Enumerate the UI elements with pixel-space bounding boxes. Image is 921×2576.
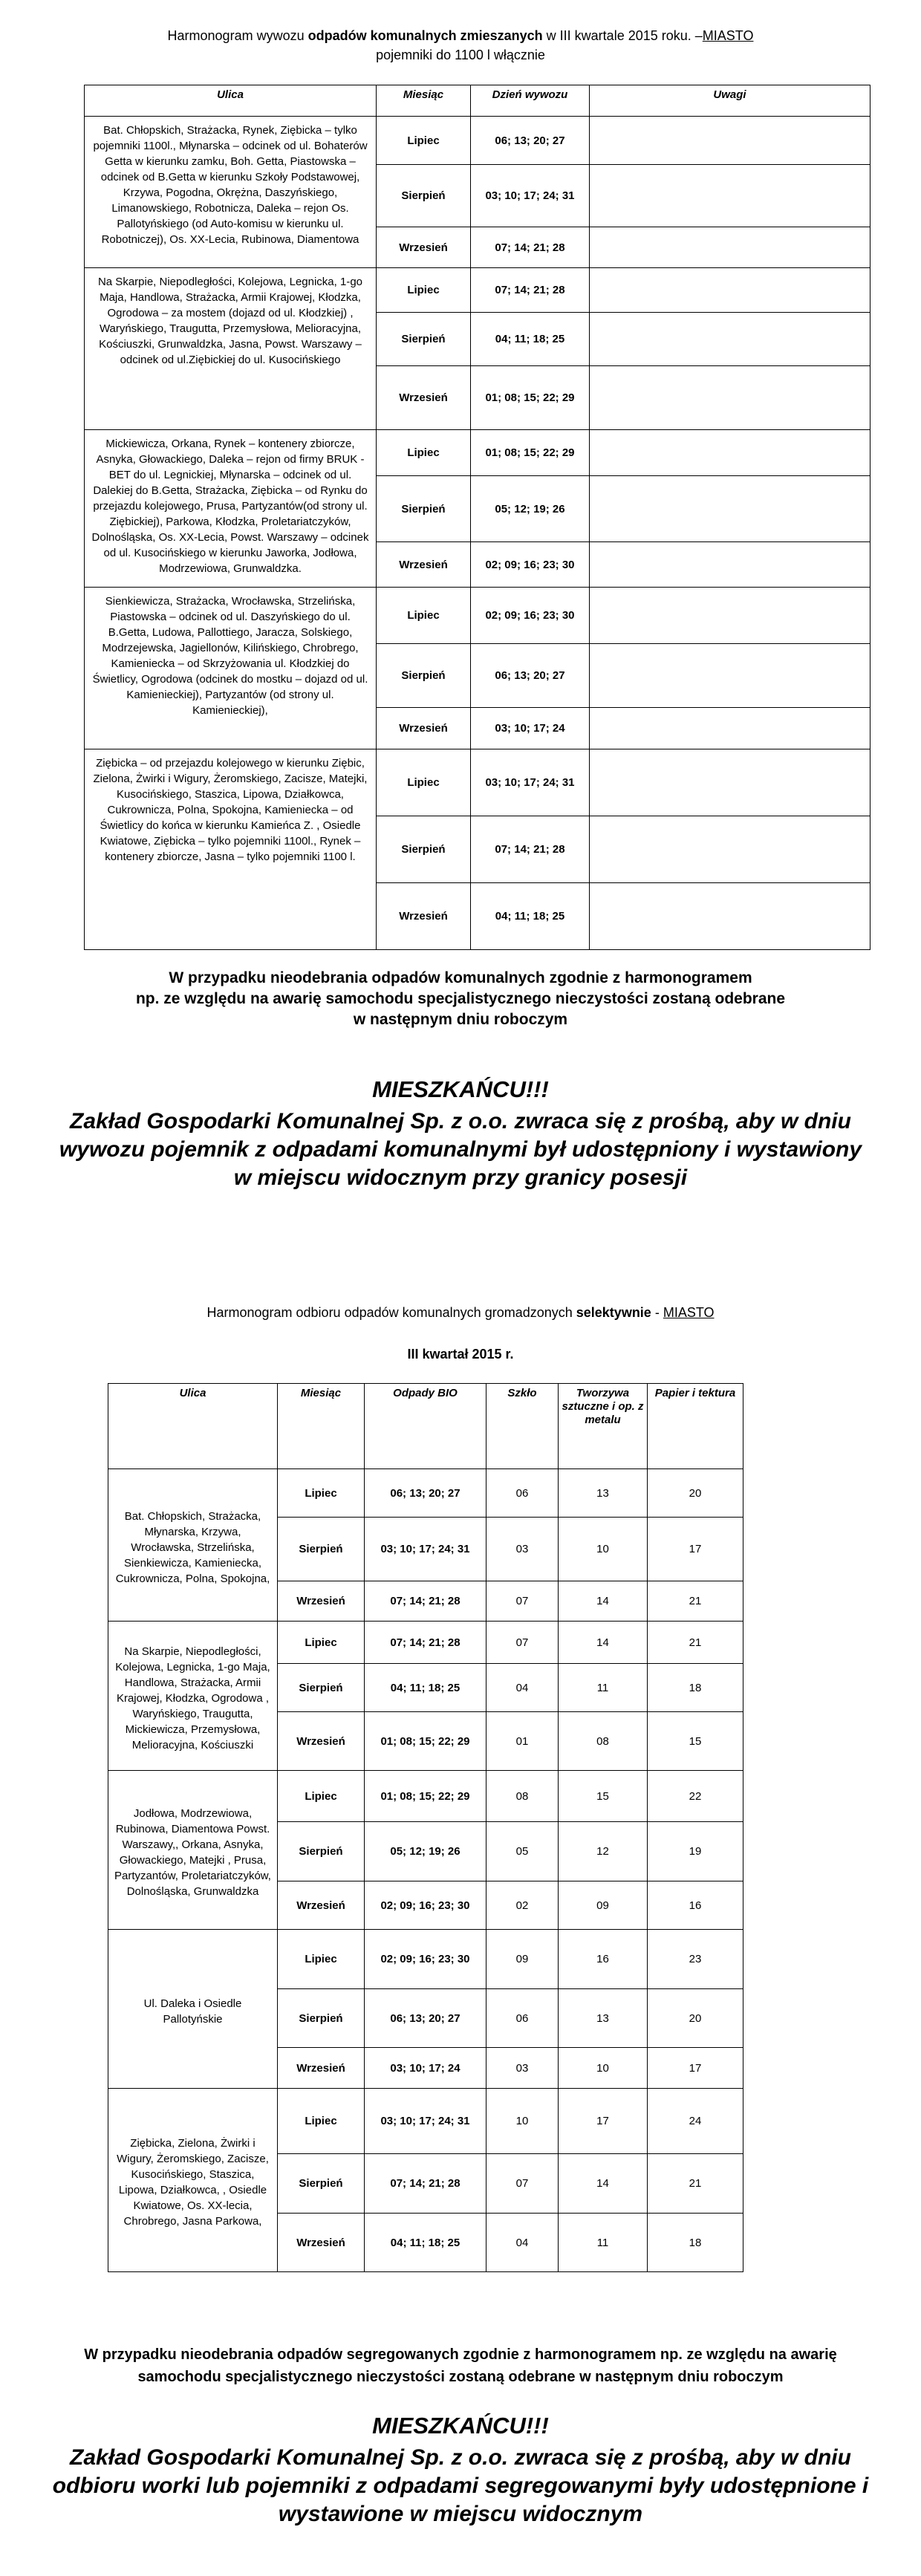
section1-notice	[0, 968, 921, 1030]
plastic-day-cell: 09	[559, 1881, 648, 1930]
plastic-day-cell: 11	[559, 2214, 648, 2272]
plastic-day-cell: 10	[559, 2048, 648, 2089]
header-plastic: Tworzywa sztuczne i op. z metalu	[559, 1384, 648, 1469]
table-row	[85, 588, 870, 644]
month-cell: Wrzesień	[377, 227, 471, 268]
section2-title	[0, 1304, 921, 1321]
paper-day-cell: 24	[648, 2089, 743, 2154]
month-cell: Lipiec	[377, 588, 471, 644]
paper-day-cell: 22	[648, 1771, 743, 1822]
month-cell: Wrzesień	[278, 2048, 365, 2089]
section1-appeal-heading: MIESZKAŃCU!!!	[372, 1076, 549, 1102]
days-cell: 03; 10; 17; 24	[471, 708, 590, 749]
paper-day-cell: 18	[648, 2214, 743, 2272]
notice-line: w następnym dniu roboczym	[353, 1011, 568, 1028]
header-street: Ulica	[85, 85, 377, 117]
bio-days-cell: 04; 11; 18; 25	[365, 1664, 486, 1712]
header-notes: Uwagi	[590, 85, 870, 117]
glass-day-cell: 07	[486, 1622, 559, 1664]
glass-day-cell: 10	[486, 2089, 559, 2154]
header-month: Miesiąc	[278, 1384, 365, 1469]
glass-day-cell: 04	[486, 2214, 559, 2272]
notes-cell	[590, 268, 870, 313]
days-cell: 03; 10; 17; 24; 31	[471, 165, 590, 227]
bio-days-cell: 07; 14; 21; 28	[365, 2154, 486, 2214]
appeal-line: Zakład Gospodarki Komunalnej Sp. z o.o. zwraca się z prośbą, aby w dniu	[70, 1109, 851, 1133]
plastic-day-cell: 14	[559, 2154, 648, 2214]
month-cell: Wrzesień	[278, 1712, 365, 1771]
appeal-line: odbioru worki lub pojemniki z odpadami segregowanymi były udostępnione i	[52, 2473, 869, 2498]
street-list-cell: Jodłowa, Modrzewiowa, Rubinowa, Diamentowa Powst. Warszawy,, Orkana, Asnyka, Głowackiego, Matejki , Prusa, Partyzantów, Proletariatczyków, Dolnośląska, Grunwaldzka	[108, 1771, 278, 1930]
street-list-cell: Mickiewicza, Orkana, Rynek – kontenery zbiorcze, Asnyka, Głowackiego, Daleka – rejon od firmy BRUK - BET do ul. Legnickiej, Młynarska – odcinek od ul. Dalekiej do B.Getta, Strażacka, Ziębicka – od Rynku do przejazdu kolejowego, Prusa, Partyzantów(od strony ul. Ziębickiej), Parkowa, Kłodzka, Proletariatczyków, Dolnośląska, Os. XX-Lecia, Powst. Warszawy – odcinek od ul. Kusocińskiego w kierunku Jaworka, Jodłowa, Modrzewiowa, Grunwaldzka.	[85, 430, 377, 588]
street-list-cell: Bat. Chłopskich, Strażacka, Młynarska, Krzywa, Wrocławska, Strzelińska, Sienkiewicza, Kamieniecka, Cukrownicza, Polna, Spokojna,	[108, 1469, 278, 1622]
days-cell: 02; 09; 16; 23; 30	[471, 542, 590, 588]
header-glass: Szkło	[486, 1384, 559, 1469]
notes-cell	[590, 708, 870, 749]
days-cell: 01; 08; 15; 22; 29	[471, 366, 590, 430]
street-list-cell: Ul. Daleka i Osiedle Pallotyńskie	[108, 1930, 278, 2089]
glass-day-cell: 03	[486, 2048, 559, 2089]
glass-day-cell: 06	[486, 1989, 559, 2048]
notice-line: samochodu specjalistycznego nieczystości zostaną odebrane w następnym dniu roboczym	[137, 2369, 784, 2385]
plastic-day-cell: 12	[559, 1822, 648, 1881]
paper-day-cell: 15	[648, 1712, 743, 1771]
month-cell: Lipiec	[278, 2089, 365, 2154]
title-city-text: MIASTO	[702, 28, 754, 43]
appeal-line: w miejscu widocznym przy granicy posesji	[233, 1165, 688, 1190]
glass-day-cell: 03	[486, 1518, 559, 1581]
table-row	[108, 2089, 743, 2154]
month-cell: Lipiec	[377, 430, 471, 476]
bio-days-cell: 02; 09; 16; 23; 30	[365, 1881, 486, 1930]
title-text: Harmonogram odbioru odpadów komunalnych gromadzonych	[206, 1305, 576, 1320]
month-cell: Sierpień	[278, 1664, 365, 1712]
month-cell: Lipiec	[377, 749, 471, 816]
section1-appeal	[0, 1108, 921, 1192]
month-cell: Sierpień	[377, 644, 471, 708]
bio-days-cell: 01; 08; 15; 22; 29	[365, 1771, 486, 1822]
table-row	[85, 268, 870, 313]
table-row	[108, 1622, 743, 1664]
bio-days-cell: 07; 14; 21; 28	[365, 1581, 486, 1622]
header-bio: Odpady BIO	[365, 1384, 486, 1469]
header-street: Ulica	[108, 1384, 278, 1469]
month-cell: Sierpień	[377, 816, 471, 883]
glass-day-cell: 07	[486, 1581, 559, 1622]
title-mid-text: w III kwartale 2015 roku. –	[542, 28, 703, 43]
paper-day-cell: 23	[648, 1930, 743, 1989]
table-row	[85, 749, 870, 816]
section1-title	[0, 27, 921, 45]
notes-cell	[590, 883, 870, 950]
month-cell: Wrzesień	[278, 1581, 365, 1622]
bio-days-cell: 07; 14; 21; 28	[365, 1622, 486, 1664]
plastic-day-cell: 14	[559, 1581, 648, 1622]
bio-days-cell: 02; 09; 16; 23; 30	[365, 1930, 486, 1989]
plastic-day-cell: 17	[559, 2089, 648, 2154]
bio-days-cell: 05; 12; 19; 26	[365, 1822, 486, 1881]
plastic-day-cell: 10	[559, 1518, 648, 1581]
table-row	[85, 117, 870, 165]
appeal-line: wystawione w miejscu widocznym	[278, 2502, 643, 2526]
days-cell: 07; 14; 21; 28	[471, 268, 590, 313]
table-row	[108, 1469, 743, 1518]
month-cell: Wrzesień	[377, 366, 471, 430]
plastic-day-cell: 13	[559, 1469, 648, 1518]
paper-day-cell: 20	[648, 1469, 743, 1518]
days-cell: 07; 14; 21; 28	[471, 227, 590, 268]
glass-day-cell: 01	[486, 1712, 559, 1771]
notes-cell	[590, 117, 870, 165]
plastic-day-cell: 11	[559, 1664, 648, 1712]
paper-day-cell: 19	[648, 1822, 743, 1881]
header-paper: Papier i tektura	[648, 1384, 743, 1469]
title-bold-text: odpadów komunalnych zmieszanych	[307, 28, 543, 43]
plastic-day-cell: 14	[559, 1622, 648, 1664]
glass-day-cell: 07	[486, 2154, 559, 2214]
header-month: Miesiąc	[377, 85, 471, 117]
month-cell: Sierpień	[278, 1989, 365, 2048]
glass-day-cell: 09	[486, 1930, 559, 1989]
glass-day-cell: 02	[486, 1881, 559, 1930]
notes-cell	[590, 476, 870, 542]
notes-cell	[590, 227, 870, 268]
plastic-day-cell: 16	[559, 1930, 648, 1989]
notice-line: np. ze względu na awarię samochodu specjalistycznego nieczystości zostaną odebrane	[135, 990, 786, 1007]
paper-day-cell: 16	[648, 1881, 743, 1930]
street-list-cell: Sienkiewicza, Strażacka, Wrocławska, Strzelińska, Piastowska – odcinek od ul. Daszyńskiego do ul. B.Getta, Ludowa, Pallottiego, Jaracza, Solskiego, Modrzejewska, Jagiellonów, Kilińskiego, Chrobrego, Kamieniecka – od Skrzyżowania ul. Kłodzkiej do Świetlicy, Ogrodowa (odcinek do mostku – dojazd od ul. Kamienieckiej), Partyzantów (od strony ul. Kamienieckiej),	[85, 588, 377, 749]
section2-notice	[0, 2344, 921, 2388]
month-cell: Lipiec	[278, 1930, 365, 1989]
month-cell: Sierpień	[377, 313, 471, 366]
paper-day-cell: 21	[648, 1622, 743, 1664]
mixed-waste-schedule-table	[84, 85, 870, 950]
appeal-line: wywozu pojemnik z odpadami komunalnymi był udostępniony i wystawiony	[59, 1137, 862, 1162]
bio-days-cell: 01; 08; 15; 22; 29	[365, 1712, 486, 1771]
notes-cell	[590, 588, 870, 644]
glass-day-cell: 04	[486, 1664, 559, 1712]
month-cell: Sierpień	[278, 1822, 365, 1881]
month-cell: Wrzesień	[278, 2214, 365, 2272]
appeal-line: Zakład Gospodarki Komunalnej Sp. z o.o. zwraca się z prośbą, aby w dniu	[70, 2445, 851, 2470]
paper-day-cell: 17	[648, 2048, 743, 2089]
month-cell: Wrzesień	[278, 1881, 365, 1930]
table-row	[85, 430, 870, 476]
month-cell: Sierpień	[377, 476, 471, 542]
street-list-cell: Na Skarpie, Niepodległości, Kolejowa, Legnicka, 1-go Maja, Handlowa, Strażacka, Armii Krajowej, Kłodzka, Ogrodowa , Waryńskiego, Traugutta, Mickiewicza, Przemysłowa, Melioracyjna, Kościuszki	[108, 1622, 278, 1771]
paper-day-cell: 21	[648, 1581, 743, 1622]
table-header-row	[108, 1384, 743, 1469]
notes-cell	[590, 816, 870, 883]
notes-cell	[590, 366, 870, 430]
header-day: Dzień wywozu	[471, 85, 590, 117]
bio-days-cell: 03; 10; 17; 24	[365, 2048, 486, 2089]
bio-days-cell: 04; 11; 18; 25	[365, 2214, 486, 2272]
notice-line: W przypadku nieodebrania odpadów komunalnych zgodnie z harmonogramem	[169, 969, 752, 986]
table-header-row	[85, 85, 870, 117]
paper-day-cell: 18	[648, 1664, 743, 1712]
days-cell: 05; 12; 19; 26	[471, 476, 590, 542]
days-cell: 02; 09; 16; 23; 30	[471, 588, 590, 644]
notes-cell	[590, 165, 870, 227]
month-cell: Lipiec	[377, 268, 471, 313]
table-row	[108, 1771, 743, 1822]
plastic-day-cell: 13	[559, 1989, 648, 2048]
month-cell: Lipiec	[278, 1771, 365, 1822]
section1-subtitle: pojemniki do 1100 l włącznie	[376, 48, 545, 62]
month-cell: Sierpień	[377, 165, 471, 227]
title-text: Harmonogram wywozu	[167, 28, 308, 43]
section2-appeal-heading: MIESZKAŃCU!!!	[372, 2413, 549, 2439]
notes-cell	[590, 430, 870, 476]
month-cell: Lipiec	[278, 1469, 365, 1518]
days-cell: 04; 11; 18; 25	[471, 313, 590, 366]
days-cell: 06; 13; 20; 27	[471, 117, 590, 165]
glass-day-cell: 05	[486, 1822, 559, 1881]
month-cell: Sierpień	[278, 2154, 365, 2214]
paper-day-cell: 21	[648, 2154, 743, 2214]
street-list-cell: Ziębicka – od przejazdu kolejowego w kierunku Ziębic, Zielona, Żwirki i Wigury, Żeromskiego, Zacisze, Matejki, Kusocińskiego, Staszica, Lipowa, Działkowca, Cukrownicza, Polna, Spokojna, Kamieniecka – od Świetlicy do końca w kierunku Kamieńca Z. , Osiedle Kwiatowe, Ziębicka – tylko pojemniki 1100l., Rynek – kontenery zbiorcze, Jasna – tylko pojemniki 1100 l.	[85, 749, 377, 950]
month-cell: Wrzesień	[377, 708, 471, 749]
month-cell: Sierpień	[278, 1518, 365, 1581]
bio-days-cell: 03; 10; 17; 24; 31	[365, 1518, 486, 1581]
month-cell: Lipiec	[377, 117, 471, 165]
bio-days-cell: 03; 10; 17; 24; 31	[365, 2089, 486, 2154]
days-cell: 04; 11; 18; 25	[471, 883, 590, 950]
days-cell: 07; 14; 21; 28	[471, 816, 590, 883]
title-bold-text: selektywnie	[576, 1305, 651, 1320]
glass-day-cell: 08	[486, 1771, 559, 1822]
street-list-cell: Ziębicka, Zielona, Żwirki i Wigury, Żeromskiego, Zacisze, Kusocińskiego, Staszica, Lipowa, Działkowca, , Osiedle Kwiatowe, Os. XX-lecia, Chrobrego, Jasna Parkowa,	[108, 2089, 278, 2272]
notes-cell	[590, 644, 870, 708]
paper-day-cell: 20	[648, 1989, 743, 2048]
section2-quarter: III kwartał 2015 r.	[407, 1347, 514, 1362]
notice-line: W przypadku nieodebrania odpadów segregowanych zgodnie z harmonogramem np. ze względu na awarię	[84, 2346, 837, 2363]
plastic-day-cell: 08	[559, 1712, 648, 1771]
bio-days-cell: 06; 13; 20; 27	[365, 1469, 486, 1518]
section2-appeal	[0, 2444, 921, 2528]
glass-day-cell: 06	[486, 1469, 559, 1518]
table-row	[108, 1930, 743, 1989]
selective-waste-schedule-table	[108, 1383, 743, 2272]
bio-days-cell: 06; 13; 20; 27	[365, 1989, 486, 2048]
month-cell: Wrzesień	[377, 883, 471, 950]
street-list-cell: Na Skarpie, Niepodległości, Kolejowa, Legnicka, 1-go Maja, Handlowa, Strażacka, Armii Krajowej, Kłodzka, Ogrodowa – za mostem (dojazd od ul. Kłodzkiej) , Waryńskiego, Traugutta, Przemysłowa, Melioracyjna, Kościuszki, Grunwaldzka, Jasna, Powst. Warszawy – odcinek od ul.Ziębickiej do ul. Kusocińskiego	[85, 268, 377, 430]
street-list-cell: Bat. Chłopskich, Strażacka, Rynek, Ziębicka – tylko pojemniki 1100l., Młynarska – odcinek od ul. Bohaterów Getta w kierunku zamku, Boh. Getta, Piastowska – odcinek od B.Getta w kierunku Szkoły Podstawowej, Krzywa, Pogodna, Okrężna, Daszyńskiego, Limanowskiego, Robotnicza, Daleka – rejon Os. Pallotyńskiego (od Auto-komisu w kierunku ul. Robotniczej), Os. XX-Lecia, Rubinowa, Diamentowa	[85, 117, 377, 268]
notes-cell	[590, 313, 870, 366]
days-cell: 03; 10; 17; 24; 31	[471, 749, 590, 816]
title-mid-text: -	[651, 1305, 663, 1320]
title-city-text: MIASTO	[663, 1305, 715, 1320]
days-cell: 01; 08; 15; 22; 29	[471, 430, 590, 476]
notes-cell	[590, 542, 870, 588]
notes-cell	[590, 749, 870, 816]
days-cell: 06; 13; 20; 27	[471, 644, 590, 708]
plastic-day-cell: 15	[559, 1771, 648, 1822]
month-cell: Lipiec	[278, 1622, 365, 1664]
paper-day-cell: 17	[648, 1518, 743, 1581]
month-cell: Wrzesień	[377, 542, 471, 588]
